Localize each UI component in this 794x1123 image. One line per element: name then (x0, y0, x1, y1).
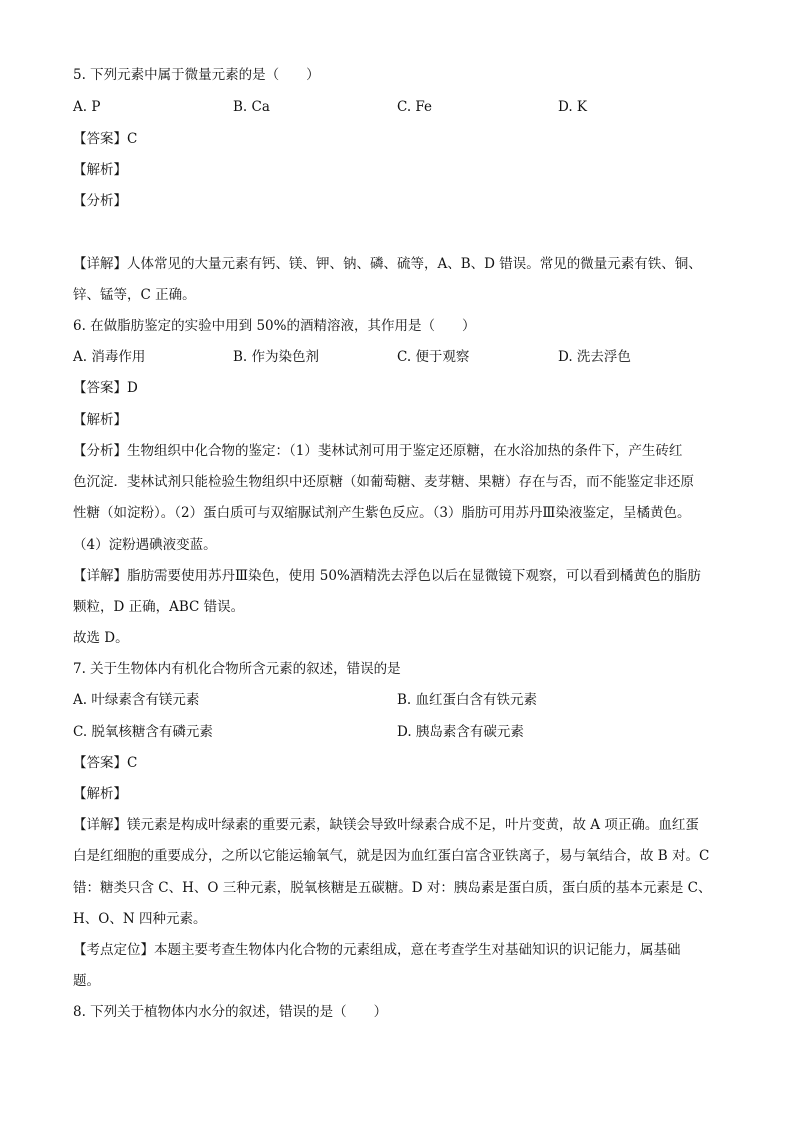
q6-fenxi-line-2: 色沉淀．斐林试剂只能检验生物组织中还原糖（如葡萄糖、麦芽糖、果糖）存在与否，而不能鉴定非还原 (73, 474, 694, 490)
q6-fenxi-line-4: （4）淀粉遇碘液变蓝。 (73, 537, 217, 553)
q6-conclusion: 故选 D。 (73, 630, 129, 646)
q6-option-a: A. 消毒作用 (73, 349, 146, 365)
q7-option-c: C. 脱氧核糖含有磷元素 (73, 724, 213, 740)
q6-detail-line-1: 【详解】脂肪需要使用苏丹Ⅲ染色，使用 50%酒精洗去浮色以后在显微镜下观察，可以看到橘黄色的脂肪 (73, 568, 701, 584)
question-7-stem: 7. 关于生物体内有机化合物所含元素的叙述，错误的是 (73, 661, 401, 677)
q7-detail-line-2: 白是红细胞的重要成分，之所以它能运输氧气，就是因为血红蛋白富含亚铁离子，易与氧结合，故 B 对。C (73, 848, 710, 864)
q6-option-c: C. 便于观察 (397, 349, 470, 365)
q5-detail-line-2: 锌、锰等，C 正确。 (73, 287, 196, 303)
q6-analysis-label: 【解析】 (73, 412, 127, 428)
q7-detail-line-4: H、O、N 四种元素。 (73, 911, 207, 927)
q6-option-b: B. 作为染色剂 (233, 349, 320, 365)
q7-kaodian-line-1: 【考点定位】本题主要考查生物体内化合物的元素组成，意在考查学生对基础知识的识记能力，属基础 (73, 942, 681, 958)
q5-option-a: A. P (73, 99, 101, 115)
q7-option-a: A. 叶绿素含有镁元素 (73, 692, 200, 708)
q7-analysis-label: 【解析】 (73, 786, 127, 802)
q5-option-c: C. Fe (397, 99, 433, 115)
q6-fenxi-line-1: 【分析】生物组织中化合物的鉴定：（1）斐林试剂可用于鉴定还原糖，在水浴加热的条件下，产生砖红 (73, 443, 683, 459)
question-6-stem: 6. 在做脂肪鉴定的实验中用到 50%的酒精溶液，其作用是（ ） (73, 318, 476, 334)
q7-detail-line-1: 【详解】镁元素是构成叶绿素的重要元素，缺镁会导致叶绿素合成不足，叶片变黄，故 A 项正确。血红蛋 (73, 817, 699, 833)
question-8-stem: 8. 下列关于植物体内水分的叙述，错误的是（ ） (73, 1004, 388, 1020)
q7-kaodian-line-2: 题。 (73, 973, 100, 989)
q7-option-d: D. 胰岛素含有碳元素 (397, 724, 524, 740)
q5-answer: 【答案】C (73, 131, 138, 147)
q6-option-d: D. 洗去浮色 (558, 349, 631, 365)
q6-fenxi-line-3: 性糖（如淀粉）。（2）蛋白质可与双缩脲试剂产生紫色反应。（3）脂肪可用苏丹Ⅲ染液鉴定，呈橘黄色。 (73, 505, 691, 521)
q6-answer: 【答案】D (73, 380, 138, 396)
question-5-stem: 5. 下列元素中属于微量元素的是（ ） (73, 67, 320, 83)
q7-answer: 【答案】C (73, 755, 138, 771)
q7-option-b: B. 血红蛋白含有铁元素 (397, 692, 538, 708)
q5-analysis-label: 【解析】 (73, 162, 127, 178)
q5-option-d: D. K (558, 99, 588, 115)
q5-detail-line-1: 【详解】人体常见的大量元素有钙、镁、钾、钠、磷、硫等，A、B、D 错误。常见的微量元素有铁、铜、 (73, 256, 702, 272)
q5-fenxi-label: 【分析】 (73, 193, 127, 209)
q7-detail-line-3: 错：糖类只含 C、H、O 三种元素，脱氧核糖是五碳糖。D 对：胰岛素是蛋白质，蛋白质的基本元素是 C、 (73, 880, 712, 896)
q6-detail-line-2: 颗粒，D 正确，ABC 错误。 (73, 599, 245, 615)
q5-option-b: B. Ca (233, 99, 270, 115)
